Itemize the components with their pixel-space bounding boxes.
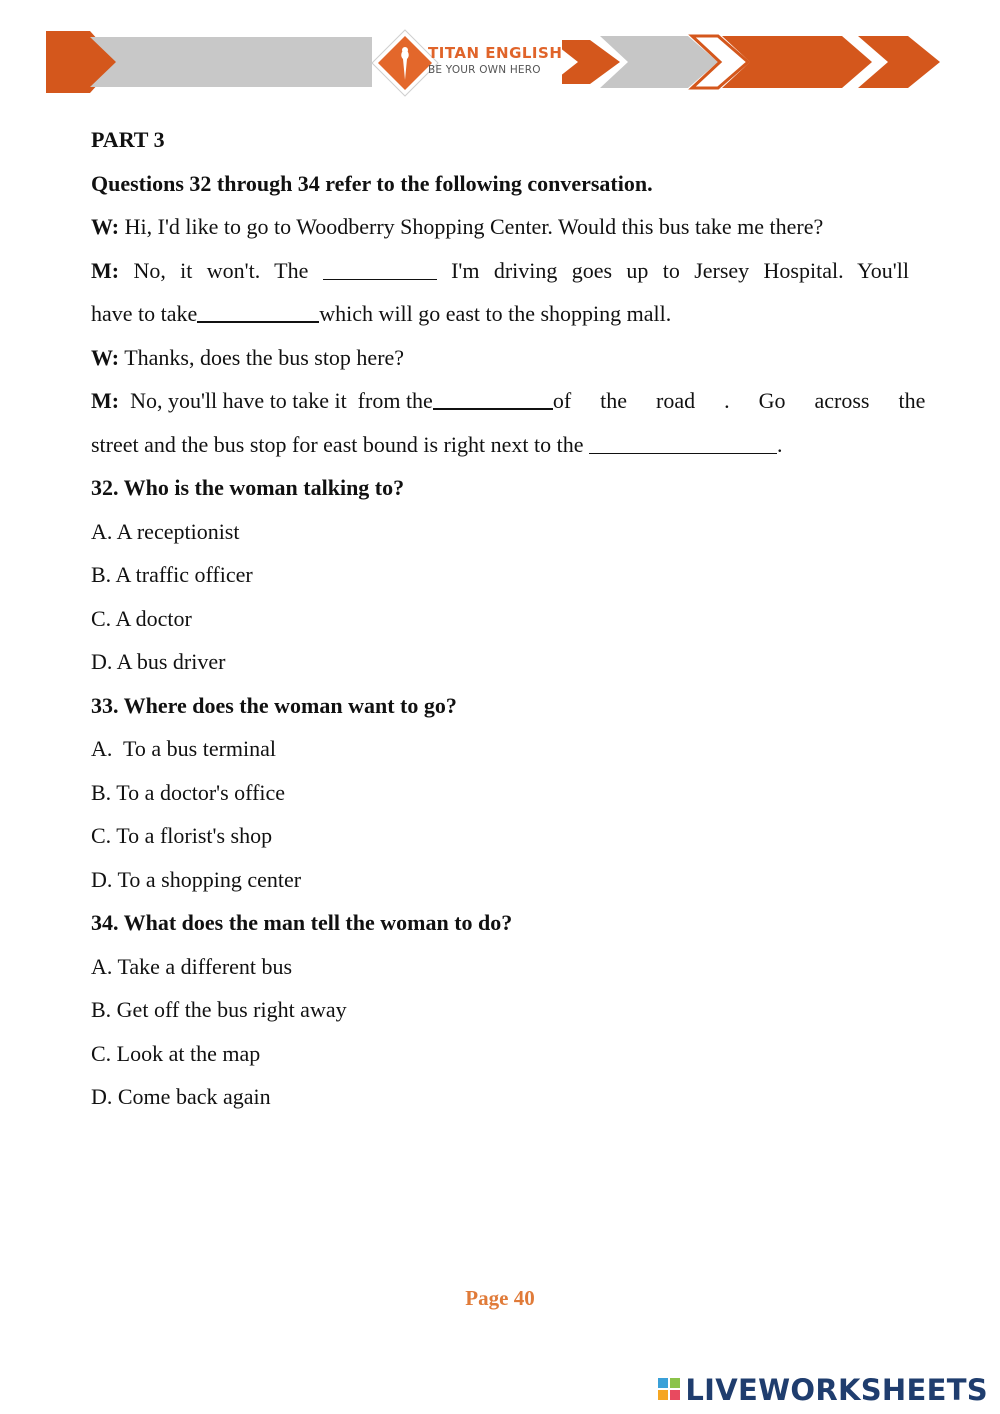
dialogue-text: I'm driving goes up to Jersey Hospital. You'll	[436, 257, 909, 283]
dialogue-text: of the road . Go across the	[552, 388, 926, 413]
option-34-c[interactable]: C. Look at the map	[91, 1040, 261, 1066]
dialogue-line-w2	[91, 336, 909, 380]
option-33-d[interactable]: D. To a shopping center	[91, 866, 302, 892]
dialogue-text: Thanks, does the bus stop here?	[119, 344, 405, 370]
brand-name: TITAN ENGLISH	[428, 44, 563, 62]
blank-4[interactable]	[589, 433, 777, 454]
brand-tagline: BE YOUR OWN HERO	[428, 64, 541, 76]
dialogue-text: No, it won't. The	[119, 257, 323, 283]
liveworksheets-logo-icon	[657, 1377, 681, 1403]
option-33-a[interactable]: A. To a bus terminal	[91, 736, 277, 761]
question-32: 32. Who is the woman talking to?	[91, 475, 405, 500]
option-32-a[interactable]: A. A receptionist	[91, 518, 240, 544]
option-32-b[interactable]: B. A traffic officer	[91, 562, 253, 587]
question-33: 33. Where does the woman want to go?	[91, 692, 457, 718]
header-banner	[0, 0, 1000, 110]
brand-block	[428, 46, 562, 76]
option-32-d[interactable]: D. A bus driver	[91, 649, 226, 674]
dialogue-line-m2	[91, 379, 926, 423]
speaker-label: W:	[91, 214, 120, 239]
dialogue-text: have to take	[91, 301, 198, 326]
dialogue-text: street and the bus stop for east bound is right next to the	[91, 431, 589, 457]
option-33-b[interactable]: B. To a doctor's office	[91, 779, 286, 805]
dialogue-text: which will go east to the shopping mall.	[319, 301, 672, 326]
option-32-c[interactable]: C. A doctor	[91, 605, 192, 631]
instructions: Questions 32 through 34 refer to the following conversation.	[91, 170, 653, 196]
option-34-a[interactable]: A. Take a different bus	[91, 953, 293, 979]
dialogue-text: .	[776, 431, 783, 457]
blank-1[interactable]	[323, 259, 437, 280]
part-title: PART 3	[91, 127, 165, 152]
speaker-label: M:	[91, 388, 120, 413]
liveworksheets-text: LIVEWORKSHEETS	[685, 1373, 988, 1407]
option-34-b[interactable]: B. Get off the bus right away	[91, 997, 347, 1022]
dialogue-line-w1	[91, 205, 909, 249]
page-number: Page 40	[465, 1286, 535, 1310]
liveworksheets-watermark	[657, 1373, 988, 1407]
question-34: 34. What does the man tell the woman to do?	[91, 910, 513, 935]
dialogue-text: Hi, I'd like to go to Woodberry Shopping Center. Would this bus take me there?	[119, 214, 824, 239]
dialogue-line-m1	[91, 249, 909, 293]
blank-2[interactable]	[197, 301, 319, 323]
speaker-label: W:	[91, 344, 120, 370]
option-34-d[interactable]: D. Come back again	[91, 1084, 271, 1109]
speaker-label: M:	[91, 257, 120, 283]
worksheet-content	[91, 118, 926, 1119]
dialogue-line-m1-cont	[91, 292, 909, 336]
option-33-c[interactable]: C. To a florist's shop	[91, 823, 273, 848]
dialogue-text: No, you'll have to take it from the	[119, 388, 433, 413]
blank-3[interactable]	[433, 388, 553, 410]
dialogue-line-m2-cont	[91, 423, 909, 467]
